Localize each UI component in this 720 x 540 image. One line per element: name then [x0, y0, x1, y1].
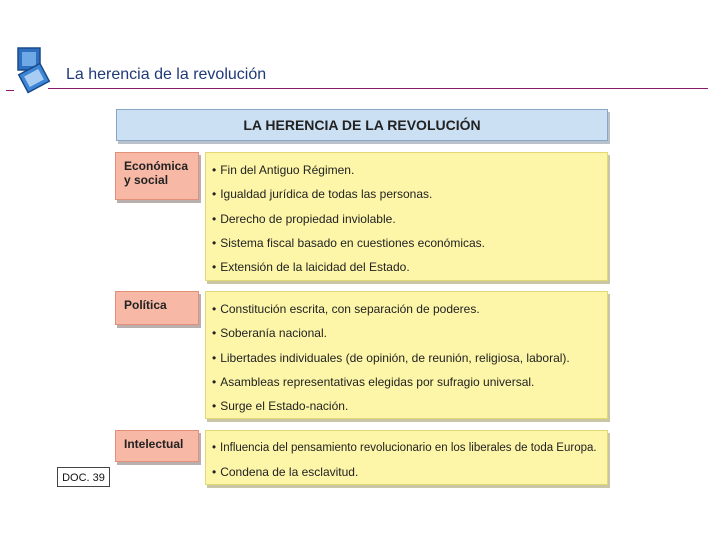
- list-item: • Sistema fiscal basado en cuestiones económicas.: [212, 234, 601, 258]
- title-rule-left: [6, 90, 14, 91]
- list-item: • Surge el Estado-nación.: [212, 397, 601, 421]
- list-item: • Extensión de la laicidad del Estado.: [212, 258, 601, 282]
- list-item: • Influencia del pensamiento revolucionario en los liberales de toda Europa.: [212, 439, 601, 463]
- list-item: • Condena de la esclavitud.: [212, 463, 601, 487]
- table-heading: LA HERENCIA DE LA REVOLUCIÓN: [116, 109, 608, 141]
- stacked-squares-logo-icon: [12, 44, 56, 94]
- list-item: • Fin del Antiguo Régimen.: [212, 161, 601, 185]
- list-item: • Soberanía nacional.: [212, 324, 601, 348]
- list-item: • Libertades individuales (de opinión, de reunión, religiosa, laboral).: [212, 349, 601, 373]
- items-box-political: [205, 291, 608, 419]
- doc-label: DOC. 39: [57, 467, 110, 487]
- list-item: • Constitución escrita, con separación de poderes.: [212, 300, 601, 324]
- slide-title: La herencia de la revolución: [66, 66, 267, 83]
- list-item: • Derecho de propiedad inviolable.: [212, 210, 601, 234]
- title-rule: [48, 88, 708, 89]
- category-intellectual: Intelectual: [115, 430, 199, 462]
- list-item: • Asambleas representativas elegidas por sufragio universal.: [212, 373, 601, 397]
- category-political: Política: [115, 291, 199, 325]
- list-item: • Igualdad jurídica de todas las personas.: [212, 185, 601, 209]
- category-economic-social: Económica y social: [115, 152, 199, 200]
- items-box-economic-social: [205, 152, 608, 281]
- items-box-intellectual: [205, 430, 608, 485]
